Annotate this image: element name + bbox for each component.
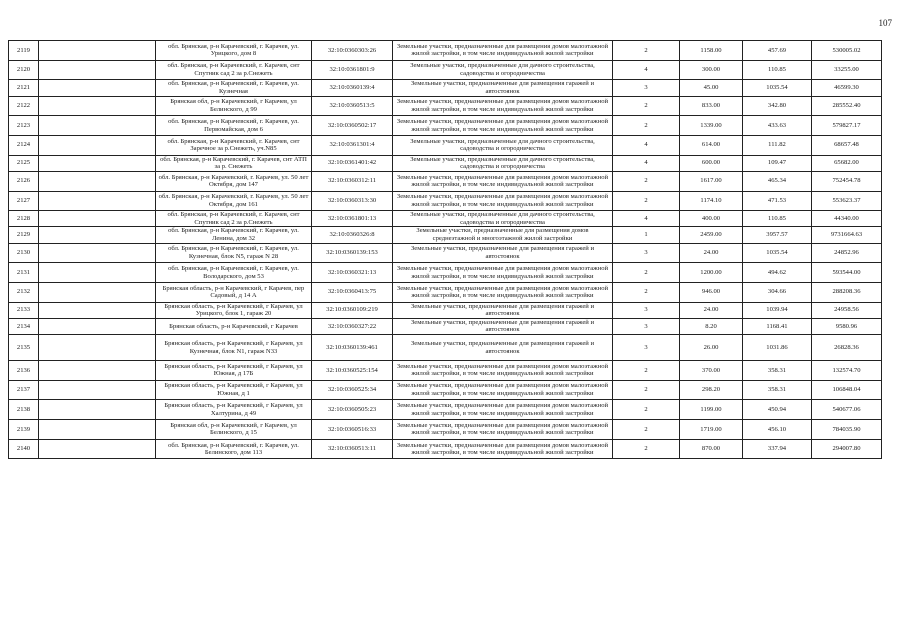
rate-cell: 465.34 bbox=[743, 171, 812, 191]
cadastral-value-cell: 553623.37 bbox=[812, 191, 882, 211]
land-use-cell: Земельные участки, предназначенные для размещения домов малоэтажной жилой застройки, в том числе индивидуальной жилой застройки bbox=[393, 41, 613, 61]
group-cell: 2 bbox=[613, 282, 680, 302]
address-cell: обл. Брянская, р-н Карачевский, г. Карачев, ул. Кузнечная bbox=[156, 80, 312, 96]
cadastral-number-cell: 32:10:0361401:42 bbox=[312, 155, 393, 171]
area-cell: 614.00 bbox=[680, 135, 743, 155]
cadastral-number-cell: 32:10:0360139:153 bbox=[312, 243, 393, 263]
land-use-cell: Земельные участки, предназначенные для размещения гаражей и автостоянок bbox=[393, 318, 613, 334]
row-number-cell: 2135 bbox=[9, 335, 39, 361]
cadastral-value-cell: 44340.00 bbox=[812, 211, 882, 227]
table-row bbox=[9, 439, 882, 459]
address-cell: обл. Брянская, р-н Карачевский, г. Карачев, ул. Володарского, дом 53 bbox=[156, 263, 312, 283]
area-cell: 2459.00 bbox=[680, 227, 743, 243]
blank-cell bbox=[39, 400, 156, 420]
row-number-cell: 2138 bbox=[9, 400, 39, 420]
group-cell: 2 bbox=[613, 263, 680, 283]
blank-cell bbox=[39, 96, 156, 116]
cadastral-value-cell: 24852.96 bbox=[812, 243, 882, 263]
address-cell: обл. Брянская, р-н Карачевский, г. Карачев, ул. Ленина, дом 32 bbox=[156, 227, 312, 243]
table-row bbox=[9, 302, 882, 318]
row-number-cell: 2120 bbox=[9, 60, 39, 80]
rate-cell: 1168.41 bbox=[743, 318, 812, 334]
cadastral-number-cell: 32:10:0360321:13 bbox=[312, 263, 393, 283]
area-cell: 8.20 bbox=[680, 318, 743, 334]
table-row bbox=[9, 135, 882, 155]
area-cell: 1199.00 bbox=[680, 400, 743, 420]
address-cell: обл. Брянская, р-н Карачевский, г. Карачев, ул. Урицкого, дом 8 bbox=[156, 41, 312, 61]
row-number-cell: 2130 bbox=[9, 243, 39, 263]
cadastral-value-cell: 26828.36 bbox=[812, 335, 882, 361]
cadastral-value-cell: 530005.02 bbox=[812, 41, 882, 61]
rate-cell: 1035.54 bbox=[743, 243, 812, 263]
group-cell: 2 bbox=[613, 420, 680, 440]
rate-cell: 111.82 bbox=[743, 135, 812, 155]
rate-cell: 337.94 bbox=[743, 439, 812, 459]
address-cell: Брянская область, р-н Карачевский, г Карачев, ул Урицкого, блок 1, гараж 20 bbox=[156, 302, 312, 318]
cadastral-value-cell: 33255.00 bbox=[812, 60, 882, 80]
address-cell: обл. Брянская, р-н Карачевский, г. Карачев, ул. 50 лет Октября, дом 161 bbox=[156, 191, 312, 211]
group-cell: 3 bbox=[613, 318, 680, 334]
table-row bbox=[9, 227, 882, 243]
land-use-cell: Земельные участки, предназначенные для размещения гаражей и автостоянок bbox=[393, 243, 613, 263]
group-cell: 3 bbox=[613, 243, 680, 263]
rate-cell: 450.94 bbox=[743, 400, 812, 420]
group-cell: 4 bbox=[613, 60, 680, 80]
group-cell: 2 bbox=[613, 380, 680, 400]
cadastral-number-cell: 32:10:0361301:4 bbox=[312, 135, 393, 155]
area-cell: 298.20 bbox=[680, 380, 743, 400]
cadastral-number-cell: 32:10:0360139:4 bbox=[312, 80, 393, 96]
land-use-cell: Земельные участки, предназначенные для дачного строительства, садоводства и огородничества bbox=[393, 155, 613, 171]
cadastral-value-cell: 593544.00 bbox=[812, 263, 882, 283]
table-row bbox=[9, 335, 882, 361]
cadastral-value-cell: 24958.56 bbox=[812, 302, 882, 318]
land-use-cell: Земельные участки, предназначенные для размещения домов малоэтажной жилой застройки, в том числе индивидуальной жилой застройки bbox=[393, 171, 613, 191]
address-cell: Брянская область, р-н Карачевский, г Карачев, ул Кузнечная, блок N1, гараж N33 bbox=[156, 335, 312, 361]
cadastral-number-cell: 32:10:0360313:30 bbox=[312, 191, 393, 211]
row-number-cell: 2121 bbox=[9, 80, 39, 96]
blank-cell bbox=[39, 282, 156, 302]
cadastral-number-cell: 32:10:0360525:34 bbox=[312, 380, 393, 400]
table-row bbox=[9, 60, 882, 80]
rate-cell: 1031.86 bbox=[743, 335, 812, 361]
area-cell: 24.00 bbox=[680, 302, 743, 318]
group-cell: 2 bbox=[613, 400, 680, 420]
rate-cell: 358.31 bbox=[743, 361, 812, 381]
rate-cell: 110.85 bbox=[743, 211, 812, 227]
table-row bbox=[9, 80, 882, 96]
land-use-cell: Земельные участки, предназначенные для размещения домов малоэтажной жилой застройки, в том числе индивидуальной жилой застройки bbox=[393, 420, 613, 440]
blank-cell bbox=[39, 41, 156, 61]
blank-cell bbox=[39, 318, 156, 334]
row-number-cell: 2132 bbox=[9, 282, 39, 302]
table-body bbox=[9, 41, 882, 459]
area-cell: 24.00 bbox=[680, 243, 743, 263]
row-number-cell: 2127 bbox=[9, 191, 39, 211]
row-number-cell: 2137 bbox=[9, 380, 39, 400]
rate-cell: 433.63 bbox=[743, 116, 812, 136]
group-cell: 3 bbox=[613, 335, 680, 361]
cadastral-number-cell: 32:10:0360516:33 bbox=[312, 420, 393, 440]
land-use-cell: Земельные участки, предназначенные для дачного строительства, садоводства и огородничества bbox=[393, 60, 613, 80]
address-cell: обл. Брянская, р-н Карачевский, г. Карачев, ул. Кузнечная, блок N5, гараж N 28 bbox=[156, 243, 312, 263]
area-cell: 300.00 bbox=[680, 60, 743, 80]
land-use-cell: Земельные участки, предназначенные для размещения домов среднеэтажной и многоэтажной жилой застройки bbox=[393, 227, 613, 243]
group-cell: 4 bbox=[613, 211, 680, 227]
cadastral-value-cell: 46599.30 bbox=[812, 80, 882, 96]
area-cell: 1719.00 bbox=[680, 420, 743, 440]
blank-cell bbox=[39, 80, 156, 96]
row-number-cell: 2136 bbox=[9, 361, 39, 381]
table-row bbox=[9, 96, 882, 116]
blank-cell bbox=[39, 155, 156, 171]
cadastral-value-cell: 294007.80 bbox=[812, 439, 882, 459]
cadastral-number-cell: 32:10:0360312:11 bbox=[312, 171, 393, 191]
cadastral-number-cell: 32:10:0360525:154 bbox=[312, 361, 393, 381]
row-number-cell: 2140 bbox=[9, 439, 39, 459]
cadastral-number-cell: 32:10:0360327:22 bbox=[312, 318, 393, 334]
table-row bbox=[9, 318, 882, 334]
group-cell: 2 bbox=[613, 439, 680, 459]
group-cell: 3 bbox=[613, 302, 680, 318]
cadastral-value-cell: 540677.06 bbox=[812, 400, 882, 420]
row-number-cell: 2119 bbox=[9, 41, 39, 61]
table-row bbox=[9, 171, 882, 191]
cadastral-value-cell: 132574.70 bbox=[812, 361, 882, 381]
land-use-cell: Земельные участки, предназначенные для размещения гаражей и автостоянок bbox=[393, 80, 613, 96]
address-cell: обл. Брянская, р-н Карачевский, г. Карачев, снт АТП за р. Снежеть bbox=[156, 155, 312, 171]
blank-cell bbox=[39, 439, 156, 459]
cadastral-number-cell: 32:10:0360513:11 bbox=[312, 439, 393, 459]
row-number-cell: 2129 bbox=[9, 227, 39, 243]
row-number-cell: 2128 bbox=[9, 211, 39, 227]
cadastral-value-cell: 9580.96 bbox=[812, 318, 882, 334]
area-cell: 400.00 bbox=[680, 211, 743, 227]
address-cell: Брянская область, р-н Карачевский, г Карачев, пер Садовый, д 14 А bbox=[156, 282, 312, 302]
area-cell: 45.00 bbox=[680, 80, 743, 96]
land-use-cell: Земельные участки, предназначенные для размещения домов малоэтажной жилой застройки, в том числе индивидуальной жилой застройки bbox=[393, 400, 613, 420]
cadastral-value-cell: 288208.36 bbox=[812, 282, 882, 302]
rate-cell: 3957.57 bbox=[743, 227, 812, 243]
table-row bbox=[9, 282, 882, 302]
cadastral-value-cell: 65682.00 bbox=[812, 155, 882, 171]
blank-cell bbox=[39, 263, 156, 283]
area-cell: 26.00 bbox=[680, 335, 743, 361]
cadastral-number-cell: 32:10:0360303:26 bbox=[312, 41, 393, 61]
cadastral-number-cell: 32:10:0361801:13 bbox=[312, 211, 393, 227]
cadastral-number-cell: 32:10:0360505:23 bbox=[312, 400, 393, 420]
area-cell: 833.00 bbox=[680, 96, 743, 116]
rate-cell: 1039.94 bbox=[743, 302, 812, 318]
blank-cell bbox=[39, 135, 156, 155]
rate-cell: 471.53 bbox=[743, 191, 812, 211]
table-row bbox=[9, 243, 882, 263]
address-cell: обл. Брянская, р-н Карачевский, г. Карачев, ул. Белинского, дом 113 bbox=[156, 439, 312, 459]
cadastral-number-cell: 32:10:0360326:8 bbox=[312, 227, 393, 243]
land-use-cell: Земельные участки, предназначенные для размещения домов малоэтажной жилой застройки, в том числе индивидуальной жилой застройки bbox=[393, 361, 613, 381]
row-number-cell: 2122 bbox=[9, 96, 39, 116]
table-row bbox=[9, 116, 882, 136]
rate-cell: 342.80 bbox=[743, 96, 812, 116]
blank-cell bbox=[39, 227, 156, 243]
group-cell: 4 bbox=[613, 155, 680, 171]
cadastral-value-cell: 285552.40 bbox=[812, 96, 882, 116]
address-cell: Брянская область, р-н Карачевский, г Карачев bbox=[156, 318, 312, 334]
address-cell: Брянская обл, р-н Карачевский, г Карачев, ул Белинского, д 99 bbox=[156, 96, 312, 116]
address-cell: обл. Брянская, р-н Карачевский, г. Карачев, ул. 50 лет Октября, дом 147 bbox=[156, 171, 312, 191]
cadastral-number-cell: 32:10:0360109:219 bbox=[312, 302, 393, 318]
row-number-cell: 2126 bbox=[9, 171, 39, 191]
blank-cell bbox=[39, 380, 156, 400]
group-cell: 4 bbox=[613, 135, 680, 155]
rate-cell: 110.85 bbox=[743, 60, 812, 80]
area-cell: 1617.00 bbox=[680, 171, 743, 191]
row-number-cell: 2133 bbox=[9, 302, 39, 318]
area-cell: 870.00 bbox=[680, 439, 743, 459]
group-cell: 2 bbox=[613, 361, 680, 381]
cadastral-number-cell: 32:10:0361801:9 bbox=[312, 60, 393, 80]
cadastral-number-cell: 32:10:0360139:461 bbox=[312, 335, 393, 361]
address-cell: обл. Брянская, р-н Карачевский, г. Карачев, ул. Первомайская, дом 6 bbox=[156, 116, 312, 136]
table-row bbox=[9, 155, 882, 171]
cadastral-value-cell: 752454.78 bbox=[812, 171, 882, 191]
cadastral-number-cell: 32:10:0360513:5 bbox=[312, 96, 393, 116]
blank-cell bbox=[39, 302, 156, 318]
land-use-cell: Земельные участки, предназначенные для размещения домов малоэтажной жилой застройки, в том числе индивидуальной жилой застройки bbox=[393, 380, 613, 400]
address-cell: обл. Брянская, р-н Карачевский, г. Карачев, снт Спутник сад 2 за р.Снежеть bbox=[156, 211, 312, 227]
address-cell: Брянская область, р-н Карачевский, г Карачев, ул Южная, д 17Б bbox=[156, 361, 312, 381]
table-row bbox=[9, 191, 882, 211]
land-use-cell: Земельные участки, предназначенные для дачного строительства, садоводства и огородничества bbox=[393, 135, 613, 155]
land-use-cell: Земельные участки, предназначенные для размещения домов малоэтажной жилой застройки, в том числе индивидуальной жилой застройки bbox=[393, 263, 613, 283]
blank-cell bbox=[39, 243, 156, 263]
rate-cell: 456.10 bbox=[743, 420, 812, 440]
land-use-cell: Земельные участки, предназначенные для размещения домов малоэтажной жилой застройки, в том числе индивидуальной жилой застройки bbox=[393, 439, 613, 459]
land-use-cell: Земельные участки, предназначенные для дачного строительства, садоводства и огородничества bbox=[393, 211, 613, 227]
address-cell: Брянская область, р-н Карачевский, г Карачев, ул Халтурина, д 49 bbox=[156, 400, 312, 420]
land-use-cell: Земельные участки, предназначенные для размещения домов малоэтажной жилой застройки, в том числе индивидуальной жилой застройки bbox=[393, 96, 613, 116]
page-number: 107 bbox=[878, 18, 892, 28]
blank-cell bbox=[39, 191, 156, 211]
cadastral-value-cell: 9731664.63 bbox=[812, 227, 882, 243]
blank-cell bbox=[39, 60, 156, 80]
blank-cell bbox=[39, 361, 156, 381]
blank-cell bbox=[39, 335, 156, 361]
table-row bbox=[9, 420, 882, 440]
land-register-table bbox=[8, 40, 882, 459]
area-cell: 1339.00 bbox=[680, 116, 743, 136]
row-number-cell: 2139 bbox=[9, 420, 39, 440]
row-number-cell: 2134 bbox=[9, 318, 39, 334]
row-number-cell: 2124 bbox=[9, 135, 39, 155]
group-cell: 2 bbox=[613, 116, 680, 136]
rate-cell: 1035.54 bbox=[743, 80, 812, 96]
row-number-cell: 2131 bbox=[9, 263, 39, 283]
rate-cell: 457.69 bbox=[743, 41, 812, 61]
cadastral-number-cell: 32:10:0360502:17 bbox=[312, 116, 393, 136]
table-row bbox=[9, 41, 882, 61]
blank-cell bbox=[39, 171, 156, 191]
rate-cell: 358.31 bbox=[743, 380, 812, 400]
address-cell: обл. Брянская, р-н Карачевский, г. Карачев, снт Спутник сад 2 за р.Снежеть bbox=[156, 60, 312, 80]
table-row bbox=[9, 400, 882, 420]
cadastral-number-cell: 32:10:0360413:75 bbox=[312, 282, 393, 302]
group-cell: 1 bbox=[613, 227, 680, 243]
area-cell: 600.00 bbox=[680, 155, 743, 171]
land-use-cell: Земельные участки, предназначенные для размещения гаражей и автостоянок bbox=[393, 302, 613, 318]
blank-cell bbox=[39, 116, 156, 136]
table-row bbox=[9, 380, 882, 400]
group-cell: 2 bbox=[613, 96, 680, 116]
group-cell: 2 bbox=[613, 171, 680, 191]
area-cell: 1158.00 bbox=[680, 41, 743, 61]
address-cell: Брянская обл, р-н Карачевский, г Карачев, ул Белинского, д 15 bbox=[156, 420, 312, 440]
rate-cell: 304.66 bbox=[743, 282, 812, 302]
address-cell: Брянская область, р-н Карачевский, г Карачев, ул Южная, д 1 bbox=[156, 380, 312, 400]
cadastral-value-cell: 106848.04 bbox=[812, 380, 882, 400]
group-cell: 2 bbox=[613, 191, 680, 211]
area-cell: 1200.00 bbox=[680, 263, 743, 283]
blank-cell bbox=[39, 211, 156, 227]
land-use-cell: Земельные участки, предназначенные для размещения гаражей и автостоянок bbox=[393, 335, 613, 361]
rate-cell: 109.47 bbox=[743, 155, 812, 171]
table-row bbox=[9, 263, 882, 283]
land-use-cell: Земельные участки, предназначенные для размещения домов малоэтажной жилой застройки, в том числе индивидуальной жилой застройки bbox=[393, 191, 613, 211]
address-cell: обл. Брянская, р-н Карачевский, г. Карачев, снт Заречное за р.Снежеть, уч.N85 bbox=[156, 135, 312, 155]
cadastral-value-cell: 784035.90 bbox=[812, 420, 882, 440]
blank-cell bbox=[39, 420, 156, 440]
row-number-cell: 2123 bbox=[9, 116, 39, 136]
group-cell: 2 bbox=[613, 41, 680, 61]
area-cell: 1174.10 bbox=[680, 191, 743, 211]
land-use-cell: Земельные участки, предназначенные для размещения домов малоэтажной жилой застройки, в том числе индивидуальной жилой застройки bbox=[393, 116, 613, 136]
row-number-cell: 2125 bbox=[9, 155, 39, 171]
group-cell: 3 bbox=[613, 80, 680, 96]
cadastral-value-cell: 68657.48 bbox=[812, 135, 882, 155]
land-use-cell: Земельные участки, предназначенные для размещения домов малоэтажной жилой застройки, в том числе индивидуальной жилой застройки bbox=[393, 282, 613, 302]
cadastral-value-cell: 579827.17 bbox=[812, 116, 882, 136]
area-cell: 946.00 bbox=[680, 282, 743, 302]
rate-cell: 494.62 bbox=[743, 263, 812, 283]
table-row bbox=[9, 211, 882, 227]
table-row bbox=[9, 361, 882, 381]
area-cell: 370.00 bbox=[680, 361, 743, 381]
